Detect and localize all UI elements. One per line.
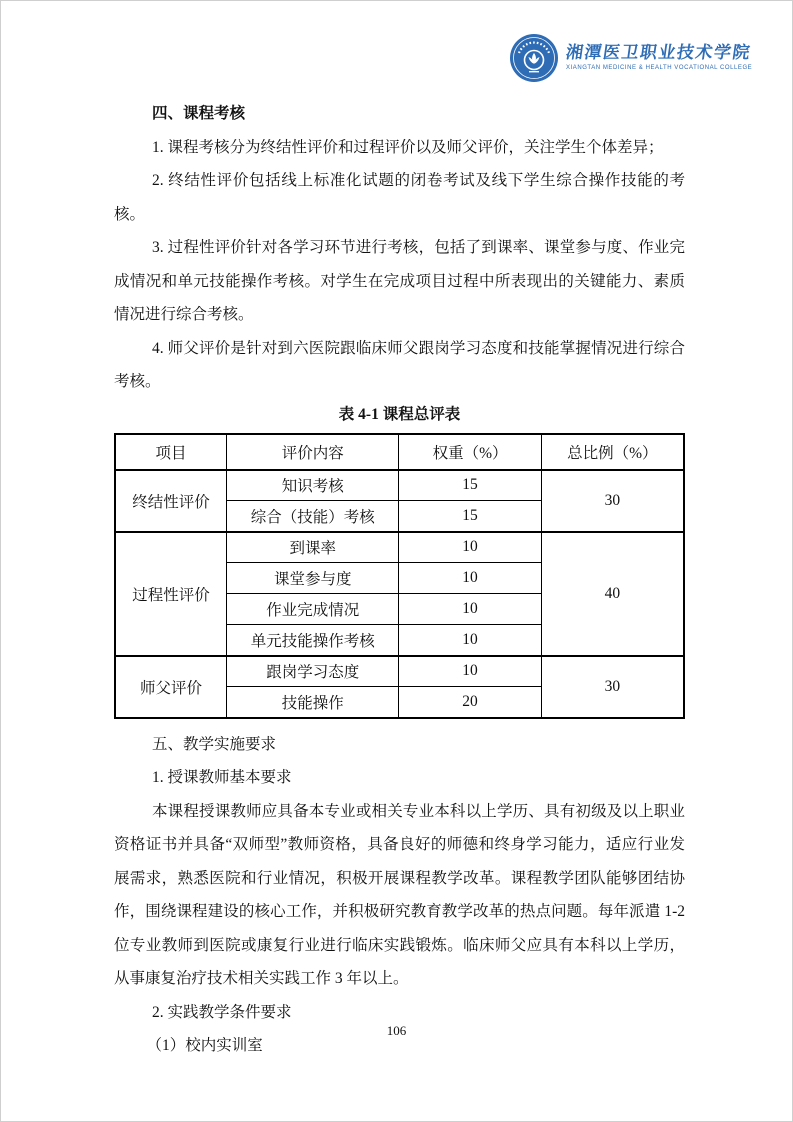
cell-content: 知识考核 bbox=[227, 470, 399, 501]
section4-paragraph-4: 4. 师父评价是针对到六医院跟临床师父跟岗学习态度和技能掌握情况进行综合考核。 bbox=[114, 339, 685, 390]
page-number: 106 bbox=[386, 1023, 407, 1038]
section5-heading: 五、教学实施要求 bbox=[151, 735, 276, 753]
section5-sub2-item1: （1）校内实训室 bbox=[146, 1037, 263, 1054]
cell-content: 单元技能操作考核 bbox=[227, 625, 399, 656]
table-caption: 表 4-1 课程总评表 bbox=[338, 405, 461, 423]
cell-weight: 10 bbox=[399, 625, 541, 656]
section5-teacher-paragraph: 本课程授课教师应具备本专业或相关专业本科以上学历、具有初级及以上职业资格证书并具备“双师型”教师资格，具备良好的师德和终身学习能力，适应行业发展需求，熟悉医院和行业情况，积极开展课程教学改革。课程教学团队能够团结协作，围绕课程建设的核心工作，并积极研究教育教学改革的热点问题。每年派遣 1-2 位专业教师到医院或康复行业进行临床实践锻炼。临床师父应具有本科以上学历，从事康复治疗技术相关实践工作 3 年以上。 bbox=[114, 802, 685, 987]
section5-sub1-heading: 1. 授课教师基本要求 bbox=[151, 769, 292, 786]
cell-weight: 10 bbox=[399, 532, 541, 563]
cell-content: 跟岗学习态度 bbox=[227, 656, 399, 687]
section4-paragraph-3: 3. 过程性评价针对各学习环节进行考核，包括了到课率、课堂参与度、作业完成情况和单元技能操作考核。对学生在完成项目过程中所表现出的关键能力、素质情况进行综合考核。 bbox=[114, 239, 685, 323]
section4-heading: 四、课程考核 bbox=[151, 105, 245, 122]
cell-content: 作业完成情况 bbox=[227, 594, 399, 625]
cell-weight: 15 bbox=[399, 470, 541, 501]
course-evaluation-table bbox=[114, 433, 685, 719]
section4-paragraph-1: 1. 课程考核分为终结性评价和过程评价以及师父评价，关注学生个体差异； bbox=[151, 138, 664, 156]
cell-project-formative: 过程性评价 bbox=[115, 532, 227, 656]
header-project: 项目 bbox=[115, 434, 227, 470]
cell-content: 到课率 bbox=[227, 532, 399, 563]
college-name-zh: 湘潭医卫职业技术学院 bbox=[564, 43, 753, 63]
cell-content: 课堂参与度 bbox=[227, 563, 399, 594]
cell-total-mentor: 30 bbox=[541, 656, 684, 718]
table-row bbox=[115, 532, 684, 563]
college-logo bbox=[509, 33, 752, 83]
table-row bbox=[115, 470, 684, 501]
cell-total-formative: 40 bbox=[541, 532, 684, 656]
header-total: 总比例（%） bbox=[541, 434, 684, 470]
cell-total-summative: 30 bbox=[541, 470, 684, 532]
college-emblem-icon bbox=[509, 33, 559, 83]
cell-weight: 10 bbox=[399, 563, 541, 594]
cell-project-mentor: 师父评价 bbox=[115, 656, 227, 718]
cell-weight: 10 bbox=[399, 594, 541, 625]
header-content: 评价内容 bbox=[227, 434, 399, 470]
cell-content: 技能操作 bbox=[227, 687, 399, 718]
college-logo-text bbox=[566, 44, 752, 71]
document-content bbox=[114, 97, 685, 1063]
header-weight: 权重（%） bbox=[399, 434, 541, 470]
cell-content: 综合（技能）考核 bbox=[227, 501, 399, 532]
section4-paragraph-2: 2. 终结性评价包括线上标准化试题的闭卷考试及线下学生综合操作技能的考核。 bbox=[114, 172, 685, 223]
cell-weight: 15 bbox=[399, 501, 541, 532]
cell-project-summative: 终结性评价 bbox=[115, 470, 227, 532]
cell-weight: 20 bbox=[399, 687, 541, 718]
section5-sub2-heading: 2. 实践教学条件要求 bbox=[151, 1003, 292, 1021]
table-row bbox=[115, 656, 684, 687]
college-name-en: XIANGTAN MEDICINE & HEALTH VOCATIONAL COLLEGE bbox=[566, 65, 753, 72]
cell-weight: 10 bbox=[399, 656, 541, 687]
table-header-row bbox=[115, 434, 684, 470]
